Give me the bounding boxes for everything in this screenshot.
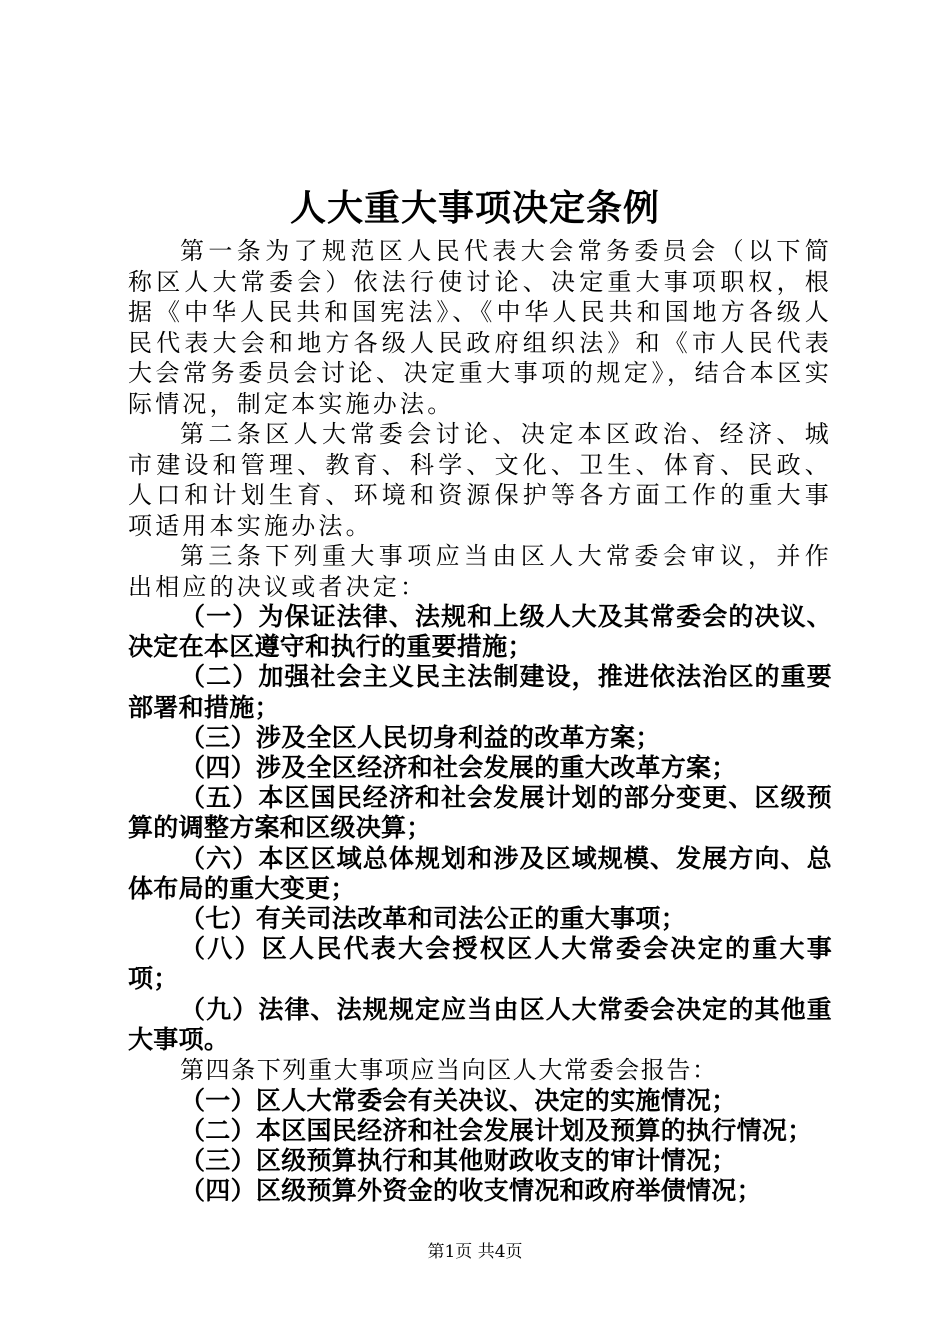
article-4-item-2: （二）本区国民经济和社会发展计划及预算的执行情况； <box>180 1115 813 1145</box>
article-4-item-1: （一）区人大常委会有关决议、决定的实施情况； <box>180 1085 737 1115</box>
article-3-paragraph: 第三条下列重大事项应当由区人大常委会审议，并作出相应的决议或者决定： <box>128 542 832 601</box>
article-1-paragraph: 第一条为了规范区人民代表大会常务委员会（以下简称区人大常委会）依法行使讨论、决定重大事项职权，根据《中华人民共和国宪法》、《中华人民共和国地方各级人民代表大会和地方各级人民政府组织法》和《市人民代表大会常务委员会讨论、决定重大事项的规定》，结合本区实际情况，制定本实施办法。 <box>128 237 832 418</box>
article-4-paragraph: 第四条下列重大事项应当向区人大常委会报告： <box>180 1056 718 1085</box>
article-3-item-6: （六）本区区域总体规划和涉及区域规模、发展方向、总体布局的重大变更； <box>128 843 832 903</box>
article-2-paragraph: 第二条区人大常委会讨论、决定本区政治、经济、城市建设和管理、教育、科学、文化、卫生、体育、民政、人口和计划生育、环境和资源保护等各方面工作的重大事项适用本实施办法。 <box>128 420 832 540</box>
article-3-item-9: （九）法律、法规规定应当由区人大常委会决定的其他重大事项。 <box>128 994 832 1054</box>
page-footer: 第1页 共4页 <box>427 1242 523 1262</box>
article-3-item-1: （一）为保证法律、法规和上级人大及其常委会的决议、决定在本区遵守和执行的重要措施； <box>128 602 832 662</box>
article-3-item-7: （七）有关司法改革和司法公正的重大事项； <box>180 904 687 934</box>
article-4-item-4: （四）区级预算外资金的收支情况和政府举债情况； <box>180 1176 762 1206</box>
article-3-item-8: （八）区人民代表大会授权区人大常委会决定的重大事项； <box>128 934 832 994</box>
article-3-item-4: （四）涉及全区经济和社会发展的重大改革方案； <box>180 753 737 783</box>
document-body <box>128 236 832 1206</box>
document-title: 人大重大事项决定条例 <box>289 187 660 229</box>
article-4-item-3: （三）区级预算执行和其他财政收支的审计情况； <box>180 1145 737 1175</box>
article-3-item-2: （二）加强社会主义民主法制建设，推进依法治区的重要部署和措施； <box>128 662 832 722</box>
article-3-item-5: （五）本区国民经济和社会发展计划的部分变更、区级预算的调整方案和区级决算； <box>128 783 832 843</box>
article-3-item-3: （三）涉及全区人民切身利益的改革方案； <box>180 722 661 752</box>
